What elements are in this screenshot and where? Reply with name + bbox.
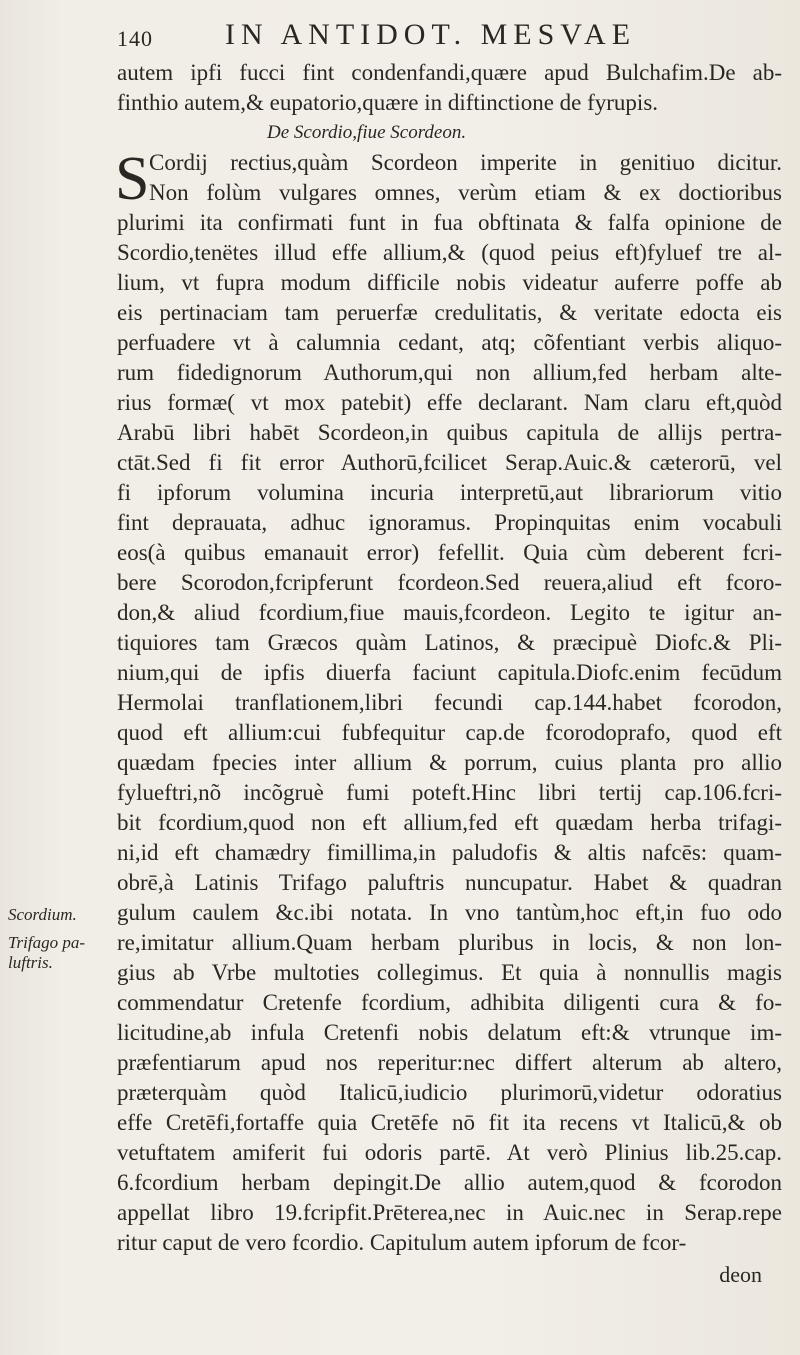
text-line: 6.fcordium herbam depingit.De allio autem,quod & fcorodon	[117, 1170, 782, 1195]
page-number: 140	[117, 26, 153, 51]
text-line: ni,id eft chamædry fimillima,in paludofis & altis nafcēs: quam-	[117, 840, 782, 865]
text-line: fylueftri,nõ incõgruè fumi poteft.Hinc libri tertij cap.106.fcri-	[117, 780, 782, 805]
text-line: appellat libro 19.fcripfit.Prēterea,nec in Auic.nec in Serap.repe	[117, 1200, 782, 1225]
text-line: eis pertinaciam tam peruerfæ credulitatis, & veritate edocta eis	[117, 300, 782, 325]
text-line: Cordij rectius,quàm Scordeon imperite in genitiuo dicitur.	[149, 150, 782, 175]
text-line: perfuadere vt à calumnia cedant, atq; cõfentiant verbis aliquo-	[117, 330, 782, 355]
text-line: autem ipfi fucci fint condenfandi,quære apud Bulchafim.De ab-	[117, 60, 782, 85]
text-line: quædam fpecies inter allium & porrum, cuius planta pro allio	[117, 750, 782, 775]
margin-note-scordium: Scordium.	[8, 905, 77, 924]
text-line: fi ipforum volumina incuria interpretū,aut librariorum vitio	[117, 480, 782, 505]
margin-note-trifago: Trifago pa-	[8, 933, 85, 952]
text-line: bere Scorodon,fcripferunt fcordeon.Sed reuera,aliud eft fcoro-	[117, 570, 782, 595]
text-line: eos(à quibus emanauit error) fefellit. Quia cùm deberent fcri-	[117, 540, 782, 565]
catchword: deon	[719, 1262, 762, 1287]
running-head: IN ANTIDOT. MESVAE	[225, 18, 637, 51]
text-line: effe Cretēfi,fortaffe quia Cretēfe nō fit ita recens vt Italicū,& ob	[117, 1110, 782, 1135]
text-line: don,& aliud fcordium,fiue mauis,fcordeon. Legito te igitur an-	[117, 600, 782, 625]
page-header	[0, 18, 800, 58]
text-line: plurimi ita confirmati funt in fua obftinata & falfa opinione de	[117, 210, 782, 235]
text-line: obrē,à Latinis Trifago paluftris nuncupatur. Habet & quadran	[117, 870, 782, 895]
margin-note-trifago-cont: luftris.	[8, 953, 53, 972]
text-line: Arabū libri habēt Scordeon,in quibus capitula de allijs pertra-	[117, 420, 782, 445]
text-line: gius ab Vrbe multoties collegimus. Et quia à nonnullis magis	[117, 960, 782, 985]
text-line: ctāt.Sed fi fit error Authorū,fcilicet Serap.Auic.& cæterorū, vel	[117, 450, 782, 475]
text-line: ritur caput de vero fcordio. Capitulum autem ipforum de fcor-	[117, 1230, 687, 1255]
text-line: Scordio,tenëtes illud effe allium,& (quod peius eft)fyluef tre al-	[117, 240, 782, 265]
text-line: rius formæ( vt mox patebit) effe declarant. Nam claru eft,quòd	[117, 390, 782, 415]
paragraph	[115, 145, 782, 1258]
drop-initial: S	[115, 145, 150, 213]
text-line: fint deprauata, adhuc ignoramus. Propinquitas enim vocabuli	[117, 510, 782, 535]
text-line: præterquàm quòd Italicū,iudicio plurimorū,videtur odoratius	[117, 1080, 782, 1105]
section-title: De Scordio,fiue Scordeon.	[267, 122, 467, 143]
text-line: præfentiarum apud nos reperitur:nec differt alterum ab altero,	[117, 1050, 782, 1075]
text-line: nium,qui de ipfis diuerfa faciunt capitula.Diofc.enim fecūdum	[117, 660, 782, 685]
text-line: gulum caulem &c.ibi notata. In vno tantùm,hoc eft,in fuo odo	[117, 900, 782, 925]
text-line: rum fidedignorum Authorum,qui non allium,fed herbam alte-	[117, 360, 782, 385]
text-line: re,imitatur allium.Quam herbam pluribus in locis, & non lon-	[117, 930, 782, 955]
text-line: lium, vt fupra modum difficile nobis videatur auferre poffe ab	[117, 270, 782, 295]
text-line: quod eft allium:cui fubfequitur cap.de fcorodoprafo, quod eft	[117, 720, 782, 745]
text-line: tiquiores tam Græcos quàm Latinos, & præcipuè Diofc.& Pli-	[117, 630, 782, 655]
text-line: Non folùm vulgares omnes, verùm etiam & ex doctioribus	[149, 180, 782, 205]
text-line: Hermolai tranflationem,libri fecundi cap.144.habet fcorodon,	[117, 690, 782, 715]
text-line: licitudine,ab infula Cretenfi nobis delatum eft:& vtrunque im-	[117, 1020, 782, 1045]
text-line: vetuftatem amiferit fui odoris partē. At verò Plinius lib.25.cap.	[117, 1140, 782, 1165]
text-line: bit fcordium,quod non eft allium,fed eft quædam herba trifagi-	[117, 810, 782, 835]
text-line: commendatur Cretenfe fcordium, adhibita diligenti cura & fo-	[117, 990, 782, 1015]
body-text	[117, 58, 782, 1258]
text-line: finthio autem,& eupatorio,quære in diftinctione de fyrupis.	[117, 90, 659, 115]
